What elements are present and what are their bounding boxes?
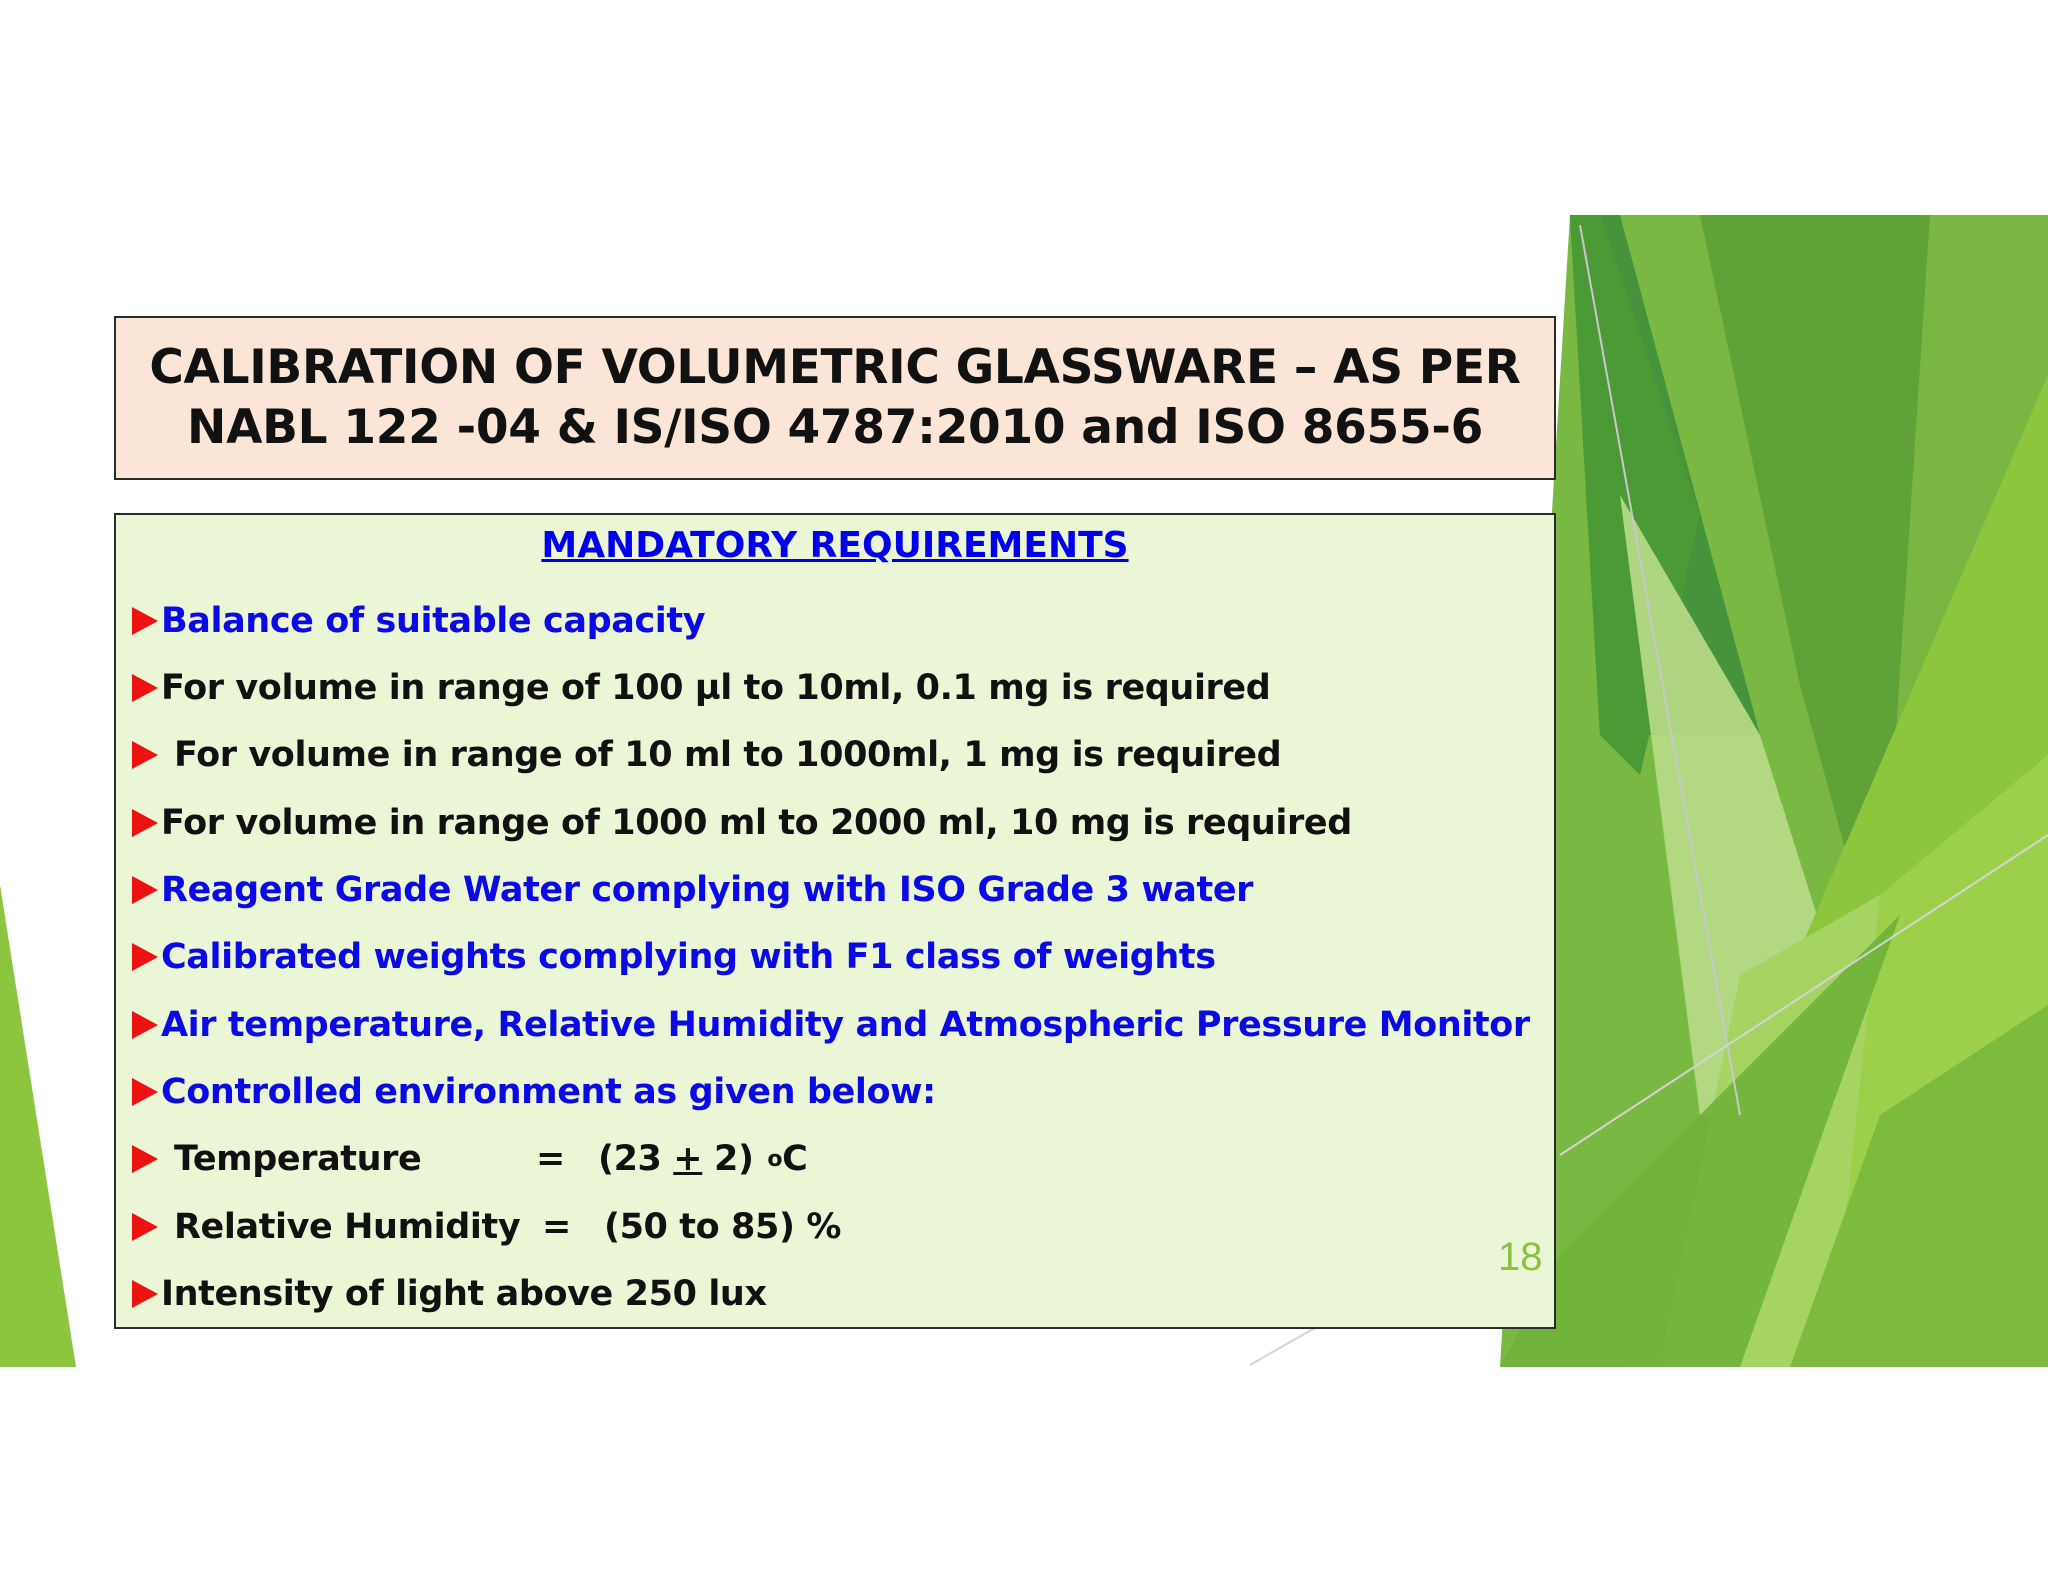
list-item-text: For volume in range of 10 ml to 1000ml, 1 mg is required [174,735,1282,775]
slide [0,215,2048,1367]
bullet-triangle-icon [132,674,158,702]
bullet-triangle-icon [132,809,158,837]
page-number: 18 [1498,1235,1543,1279]
title-box [114,316,1556,480]
humidity-label: Relative Humidity [174,1207,521,1247]
temperature-equals: = [536,1139,565,1179]
plus-minus-sign: + [673,1139,703,1179]
list-item-text: Reagent Grade Water complying with ISO Grade 3 water [161,870,1254,910]
temperature-value-open: (23 [598,1139,674,1179]
bullet-triangle-icon [132,1213,158,1241]
humidity-value: (50 to 85) % [604,1207,842,1247]
bullet-triangle-icon [132,1011,158,1039]
list-item [132,930,1216,984]
list-item [132,1267,767,1321]
list-item [132,863,1253,917]
list-item-temperature [132,1132,807,1186]
list-item-text: Intensity of light above 250 lux [161,1274,767,1314]
list-item [132,594,705,648]
bullet-triangle-icon [132,1078,158,1106]
bullet-triangle-icon [132,876,158,904]
bullet-triangle-icon [132,1145,158,1173]
bullet-triangle-icon [132,607,158,635]
list-item-text: For volume in range of 100 µl to 10ml, 0.1 mg is required [161,668,1271,708]
list-item-text: Air temperature, Relative Humidity and Atmospheric Pressure Monitor [161,1005,1530,1045]
bullet-triangle-icon [132,741,158,769]
list-item [132,728,1281,782]
left-green-wedge [0,885,76,1367]
list-item [132,998,1530,1052]
title-line-2: NABL 122 -04 & IS/ISO 4787:2010 and ISO 8655-6 [187,400,1483,455]
temperature-value-close: 2) [702,1139,766,1179]
list-item-text: For volume in range of 1000 ml to 2000 ml, 10 mg is required [161,803,1352,843]
bullet-triangle-icon [132,943,158,971]
list-item [132,661,1270,715]
bullet-triangle-icon [132,1280,158,1308]
degree-superscript: o [767,1146,783,1172]
requirements-heading: MANDATORY REQUIREMENTS [541,525,1129,566]
list-item [132,796,1352,850]
list-item-text: Balance of suitable capacity [161,601,706,641]
requirements-box [114,513,1556,1329]
title-line-1: CALIBRATION OF VOLUMETRIC GLASSWARE – AS PER [149,340,1521,395]
temperature-label: Temperature [174,1139,422,1179]
list-item [132,1065,936,1119]
temperature-unit: C [782,1139,808,1179]
humidity-equals: = [542,1207,571,1247]
list-item-text: Controlled environment as given below: [161,1072,936,1112]
thin-line-3 [1250,1325,1320,1365]
list-item-humidity [132,1200,841,1254]
list-item-text: Calibrated weights complying with F1 class of weights [161,937,1216,977]
